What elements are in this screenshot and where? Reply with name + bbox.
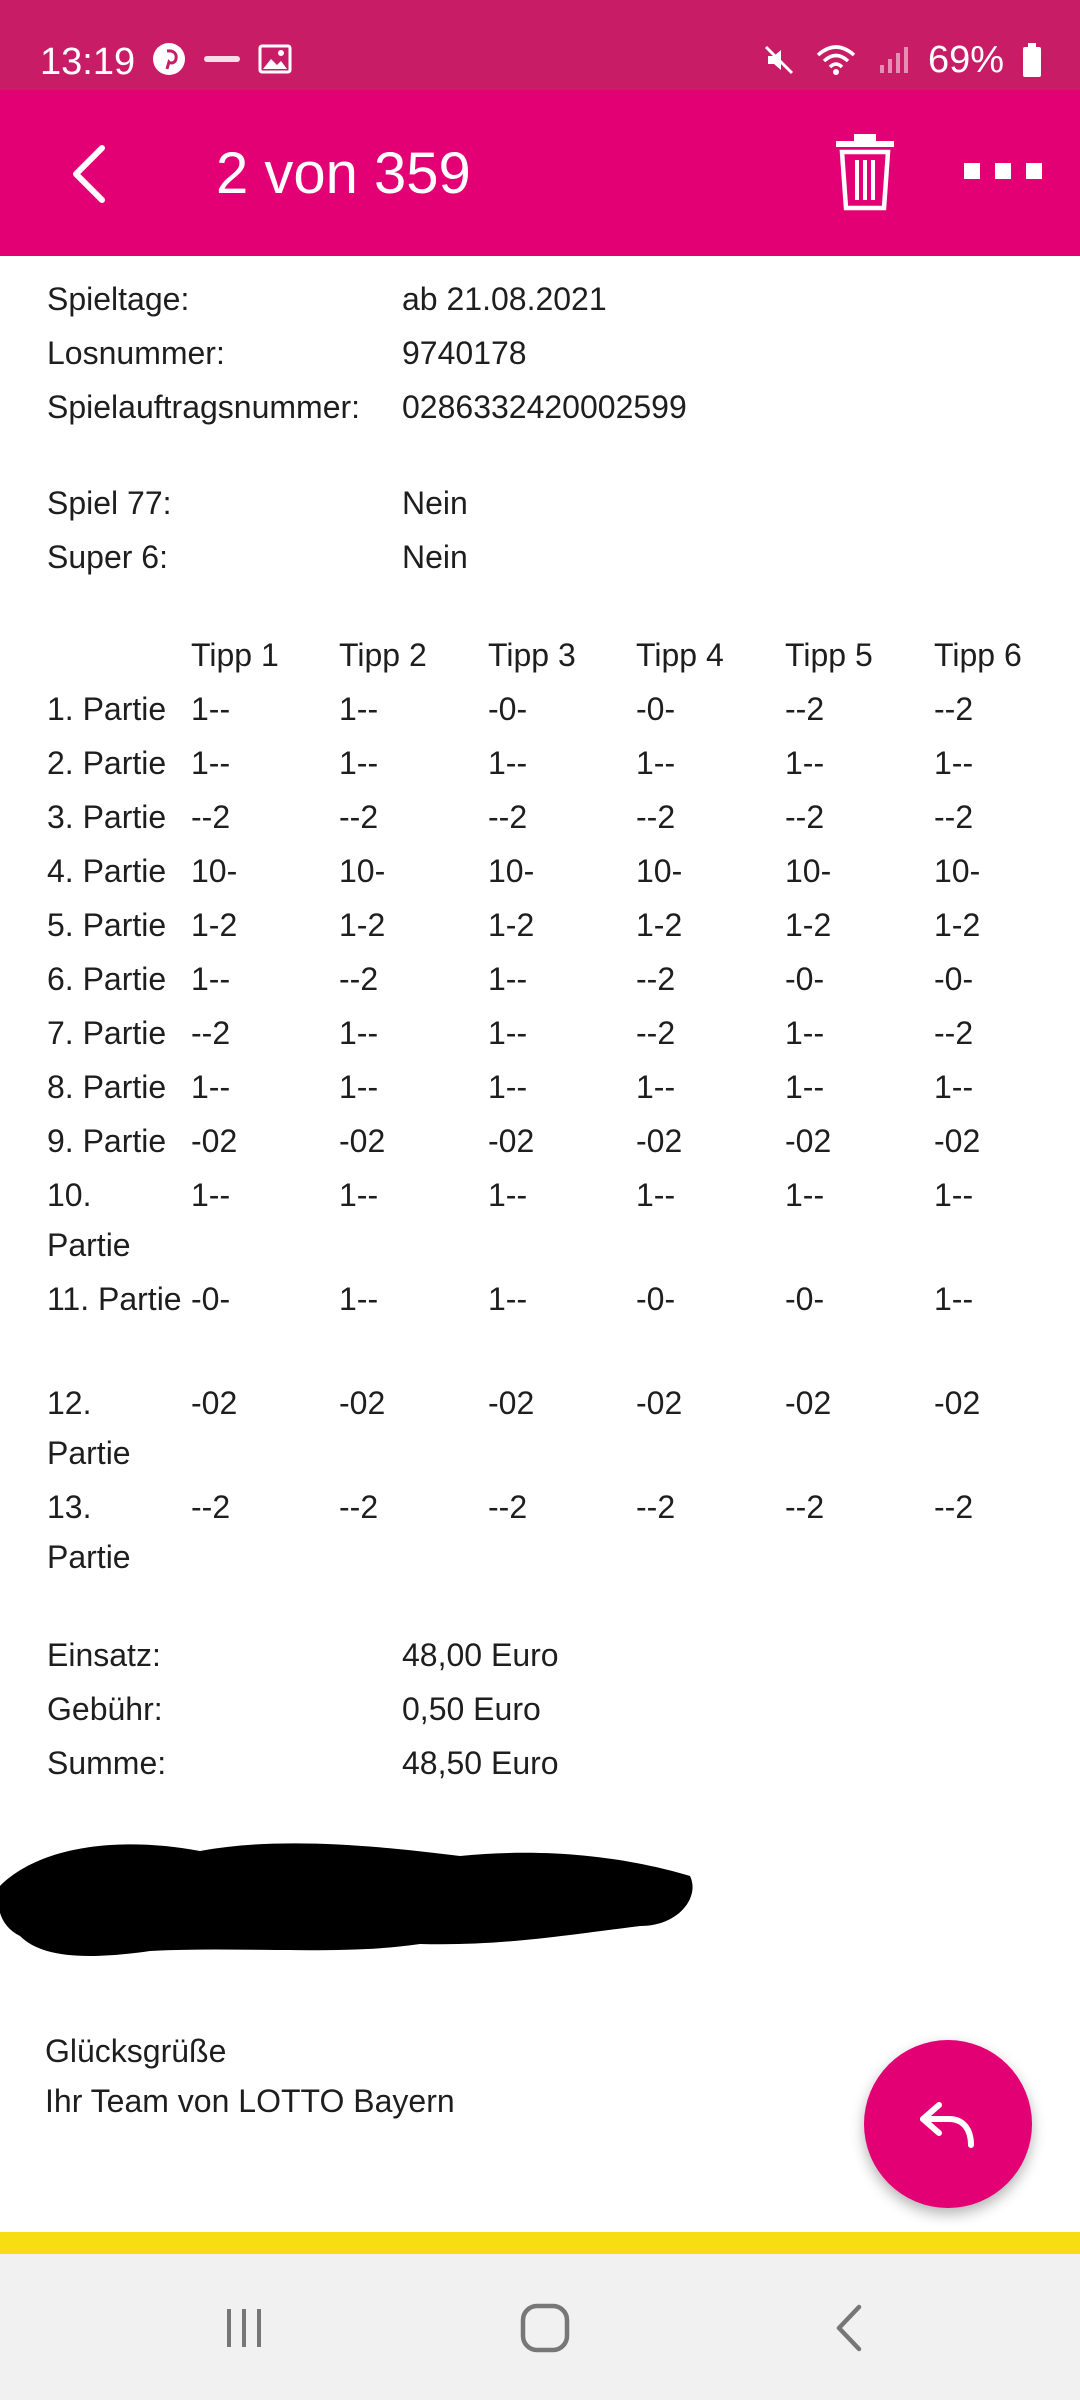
- table-cell: 10-: [339, 853, 386, 889]
- back-arrow-icon: [58, 134, 118, 214]
- row-label: 9. Partie: [47, 1123, 167, 1159]
- table-cell: -0-: [785, 961, 825, 997]
- table-cell: --2: [934, 691, 974, 727]
- row-label: 5. Partie: [47, 907, 167, 943]
- app-bar: [0, 90, 1080, 256]
- table-cell: 10-: [636, 853, 683, 889]
- row-label: 2. Partie: [47, 745, 167, 781]
- table-cell: 1-2: [934, 907, 981, 943]
- table-cell: --2: [191, 799, 231, 835]
- table-cell: -02: [636, 1123, 683, 1159]
- table-cell: -0-: [785, 1281, 825, 1317]
- table-row: [47, 1170, 1067, 1274]
- table-cell: --2: [488, 799, 528, 835]
- table-cell: 1--: [934, 1281, 974, 1317]
- wifi-icon: [814, 43, 858, 77]
- super6-value: Nein: [402, 539, 468, 575]
- table-cell: --2: [191, 1489, 231, 1525]
- gallery-icon: [258, 44, 292, 74]
- table-cell: 1--: [636, 1069, 676, 1105]
- spieltage-value: ab 21.08.2021: [402, 281, 607, 317]
- table-cell: 1--: [785, 1069, 825, 1105]
- mute-icon: [762, 43, 796, 77]
- row-label: 8. Partie: [47, 1069, 167, 1105]
- losnummer-value: 9740178: [402, 335, 527, 371]
- page-title: 2 von 359: [216, 141, 471, 206]
- table-cell: --2: [934, 799, 974, 835]
- delete-button[interactable]: [830, 130, 900, 212]
- row-label: 6. Partie: [47, 961, 167, 997]
- table-row: [47, 1116, 1067, 1170]
- row-label: 13. Partie: [47, 1489, 131, 1575]
- reply-icon: [913, 2089, 983, 2159]
- table-cell: --2: [636, 1489, 676, 1525]
- table-cell: 1--: [339, 1177, 379, 1213]
- greeting-line-1: Glücksgrüße: [45, 2033, 227, 2069]
- status-time: 13:19: [40, 41, 136, 83]
- table-cell: 10-: [191, 853, 238, 889]
- status-left-icons: [152, 42, 292, 76]
- reply-button[interactable]: [864, 2040, 1032, 2208]
- table-cell: -0-: [934, 961, 974, 997]
- tipp-table: [47, 630, 1067, 1586]
- table-cell: -02: [785, 1123, 832, 1159]
- row-label: 12. Partie: [47, 1385, 131, 1471]
- table-cell: -0-: [636, 691, 676, 727]
- status-right-icons: [762, 36, 1042, 84]
- table-cell: -02: [636, 1385, 683, 1421]
- summe-label: Summe:: [47, 1745, 167, 1781]
- table-cell: --2: [934, 1489, 974, 1525]
- table-cell: 10-: [785, 853, 832, 889]
- table-cell: 1-2: [191, 907, 238, 943]
- table-cell: 1--: [488, 961, 528, 997]
- table-row: [47, 1062, 1067, 1116]
- table-cell: --2: [785, 691, 825, 727]
- table-header-cell: Tipp 4: [636, 637, 724, 673]
- more-dots-icon: [958, 156, 1048, 186]
- table-cell: 10-: [488, 853, 535, 889]
- table-body: [47, 684, 1067, 1586]
- table-cell: 1--: [191, 745, 231, 781]
- table-cell: 1--: [488, 1015, 528, 1051]
- home-button[interactable]: [505, 2298, 585, 2358]
- row-label: 3. Partie: [47, 799, 167, 835]
- table-cell: 1--: [488, 1177, 528, 1213]
- table-cell: --2: [636, 1015, 676, 1051]
- row-label: 10. Partie: [47, 1177, 131, 1263]
- table-cell: -02: [488, 1385, 535, 1421]
- table-row: [47, 900, 1067, 954]
- table-cell: -0-: [191, 1281, 231, 1317]
- brand-stripe: [0, 2232, 1080, 2254]
- table-header-cell: Tipp 6: [934, 637, 1022, 673]
- table-cell: -02: [191, 1123, 238, 1159]
- einsatz-value: 48,00 Euro: [402, 1637, 559, 1673]
- table-cell: 1--: [934, 1177, 974, 1213]
- table-cell: --2: [488, 1489, 528, 1525]
- table-cell: 1--: [636, 1177, 676, 1213]
- table-cell: 1--: [636, 745, 676, 781]
- auftrag-value: 0286332420002599: [402, 389, 687, 425]
- signal-icon: [876, 43, 910, 77]
- recent-apps-icon: [219, 2303, 269, 2353]
- table-cell: --2: [636, 961, 676, 997]
- spiel77-value: Nein: [402, 485, 468, 521]
- greeting-line-2: Ihr Team von LOTTO Bayern: [45, 2083, 455, 2119]
- table-cell: 1--: [934, 745, 974, 781]
- table-cell: --2: [339, 961, 379, 997]
- greeting: [45, 2026, 455, 2126]
- table-cell: 1-2: [339, 907, 386, 943]
- table-row: [47, 954, 1067, 1008]
- table-header: [47, 630, 1067, 684]
- table-cell: --2: [191, 1015, 231, 1051]
- back-button[interactable]: [58, 134, 118, 214]
- table-row: [47, 1274, 1067, 1378]
- super6-label: Super 6:: [47, 539, 168, 575]
- status-bar: [0, 0, 1080, 90]
- row-label: 1. Partie: [47, 691, 167, 727]
- table-cell: 1--: [785, 745, 825, 781]
- spiel77-label: Spiel 77:: [47, 485, 172, 521]
- table-cell: 1--: [339, 691, 379, 727]
- einsatz-label: Einsatz:: [47, 1637, 161, 1673]
- row-label: 4. Partie: [47, 853, 167, 889]
- spieltage-label: Spieltage:: [47, 281, 190, 317]
- battery-percent: 69%: [927, 39, 1004, 81]
- table-header-cell: Tipp 5: [785, 637, 873, 673]
- table-cell: -02: [339, 1385, 386, 1421]
- table-cell: -02: [191, 1385, 238, 1421]
- table-row: [47, 792, 1067, 846]
- row-label: 11. Partie: [47, 1281, 182, 1317]
- table-cell: 1--: [339, 1281, 379, 1317]
- table-cell: --2: [785, 799, 825, 835]
- table-cell: 1--: [488, 1069, 528, 1105]
- table-cell: 1--: [191, 961, 231, 997]
- table-cell: 1-2: [785, 907, 832, 943]
- table-header-cell: Tipp 2: [339, 637, 427, 673]
- table-cell: 1--: [488, 745, 528, 781]
- table-header-cell: Tipp 1: [191, 637, 279, 673]
- battery-icon: [1022, 42, 1042, 78]
- row-label: 7. Partie: [47, 1015, 167, 1051]
- table-cell: 1--: [339, 1069, 379, 1105]
- redaction-scribble: [0, 1816, 700, 1966]
- back-icon: [825, 2301, 875, 2355]
- table-cell: --2: [339, 1489, 379, 1525]
- table-cell: -02: [934, 1385, 981, 1421]
- table-cell: -0-: [488, 691, 528, 727]
- table-cell: 1--: [191, 1177, 231, 1213]
- table-row: [47, 1378, 1067, 1482]
- losnummer-label: Losnummer:: [47, 335, 225, 371]
- table-row: [47, 684, 1067, 738]
- table-cell: 10-: [934, 853, 981, 889]
- table-cell: 1--: [191, 1069, 231, 1105]
- table-header-cell: Tipp 3: [488, 637, 576, 673]
- table-row: [47, 1008, 1067, 1062]
- table-cell: -02: [488, 1123, 535, 1159]
- auftrag-label: Spielauftragsnummer:: [47, 389, 361, 425]
- recent-apps-button[interactable]: [204, 2298, 284, 2358]
- table-row: [47, 846, 1067, 900]
- table-cell: -02: [934, 1123, 981, 1159]
- table-cell: 1--: [934, 1069, 974, 1105]
- sport-icon: [202, 49, 242, 69]
- table-cell: 1-2: [488, 907, 535, 943]
- table-cell: 1--: [488, 1281, 528, 1317]
- summe-value: 48,50 Euro: [402, 1745, 559, 1781]
- table-row: [47, 1482, 1067, 1586]
- table-row: [47, 738, 1067, 792]
- nav-back-button[interactable]: [810, 2298, 890, 2358]
- table-cell: --2: [934, 1015, 974, 1051]
- table-cell: 1--: [339, 745, 379, 781]
- table-cell: 1--: [785, 1177, 825, 1213]
- message-content[interactable]: [0, 256, 1080, 2232]
- gebuehr-label: Gebühr:: [47, 1691, 163, 1727]
- gebuehr-value: 0,50 Euro: [402, 1691, 541, 1727]
- table-cell: -02: [785, 1385, 832, 1421]
- table-cell: 1--: [785, 1015, 825, 1051]
- home-icon: [518, 2301, 572, 2355]
- table-cell: --2: [785, 1489, 825, 1525]
- more-options-button[interactable]: [958, 156, 1048, 186]
- table-cell: -02: [339, 1123, 386, 1159]
- table-cell: -0-: [636, 1281, 676, 1317]
- table-cell: 1--: [191, 691, 231, 727]
- table-cell: 1-2: [636, 907, 683, 943]
- table-cell: --2: [636, 799, 676, 835]
- system-nav-bar: [0, 2254, 1080, 2400]
- trash-icon: [830, 130, 900, 212]
- table-cell: --2: [339, 799, 379, 835]
- table-cell: 1--: [339, 1015, 379, 1051]
- pinterest-icon: [152, 42, 186, 76]
